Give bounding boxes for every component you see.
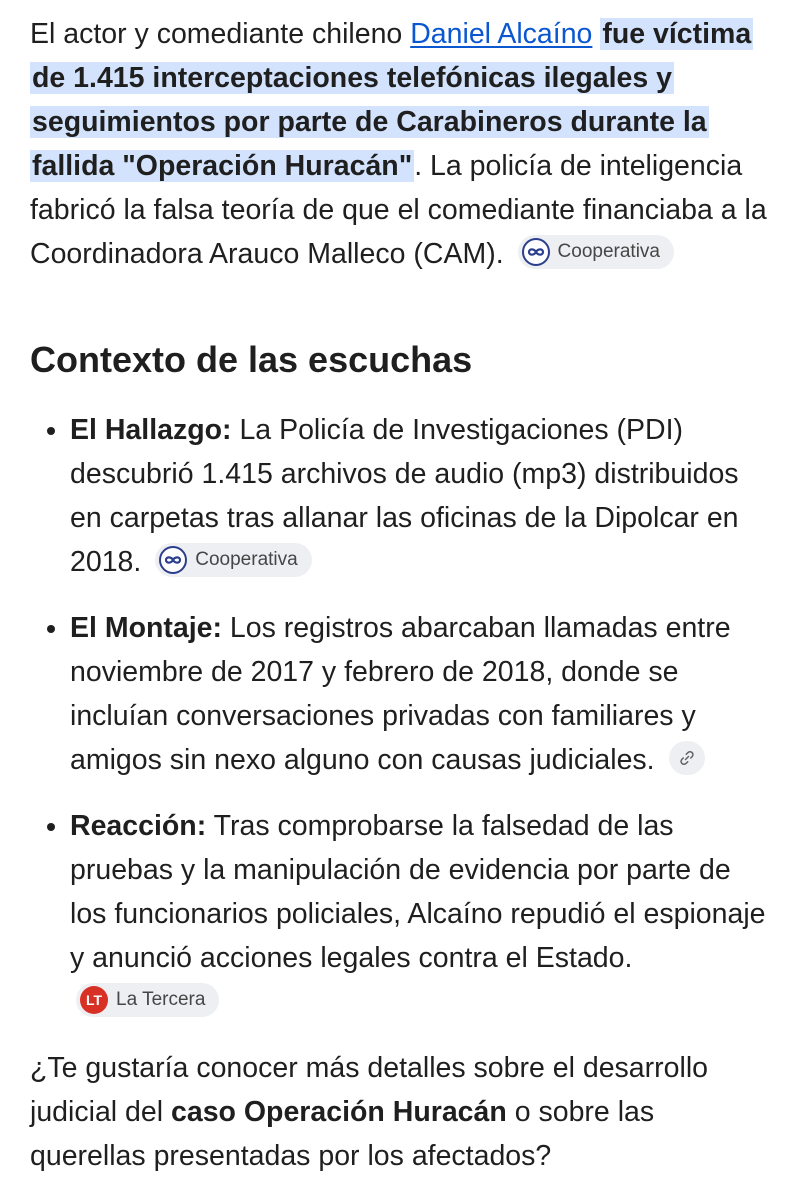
source-chip-la-tercera[interactable] <box>76 983 219 1017</box>
la-tercera-logo-icon: LT <box>80 986 108 1014</box>
source-chip-label: Cooperativa <box>557 241 660 263</box>
closing-text-before: ¿Te gustaría conocer más detalles sobre el desarrollo judicial del <box>30 1052 709 1128</box>
list-item <box>70 804 768 1024</box>
bullet-list <box>30 408 768 1024</box>
link-icon <box>678 749 696 767</box>
list-item-label: Reacción: <box>70 810 207 842</box>
list-item-label: El Montaje: <box>70 612 223 644</box>
intro-paragraph <box>30 12 768 276</box>
cooperativa-logo-icon <box>522 238 550 266</box>
list-item-text: La Policía de Investigaciones (PDI) descubrió 1.415 archivos de audio (mp3) distribuidos en carpetas tras allanar las oficinas de la Dipolcar en 2018. <box>70 414 739 578</box>
list-item-text: Los registros abarcaban llamadas entre noviembre de 2017 y febrero de 2018, donde se incluían conversaciones privadas con familiares y amigos sin nexo alguno con causas judiciales. <box>70 612 731 776</box>
highlighted-text: fue víctima de 1.415 interceptaciones telefónicas ilegales y seguimientos por parte de Carabineros durante la fallida "Operación Huracán" <box>32 18 752 182</box>
closing-question <box>30 1046 768 1178</box>
list-item <box>70 606 768 782</box>
cooperativa-logo-icon <box>159 546 187 574</box>
section-heading: Contexto de las escuchas <box>30 339 473 380</box>
list-item <box>70 408 768 584</box>
list-item-text: Tras comprobarse la falsedad de las pruebas y la manipulación de evidencia por parte de los funcionarios policiales, Alcaíno repudió el espionaje y anunció acciones legales contra el Estado. <box>70 810 766 974</box>
intro-text-before: El actor y comediante chileno <box>30 18 411 50</box>
source-chip-label: La Tercera <box>116 989 206 1011</box>
closing-bold-text: caso Operación Huracán <box>171 1096 507 1128</box>
list-item-label: El Hallazgo: <box>70 414 232 446</box>
person-link[interactable]: Daniel Alcaíno <box>410 18 593 50</box>
source-chip-cooperative[interactable] <box>155 543 311 577</box>
source-chip-label: Cooperativa <box>195 549 298 571</box>
source-chip-cooperative[interactable] <box>518 235 674 269</box>
source-link-button[interactable] <box>669 741 705 775</box>
closing-text-after: o sobre las querellas presentadas por los afectados? <box>30 1096 655 1172</box>
intro-text-after: . La policía de inteligencia fabricó la falsa teoría de que el comediante financiaba a la Coordinadora Arauco Malleco (CAM). <box>30 150 767 270</box>
